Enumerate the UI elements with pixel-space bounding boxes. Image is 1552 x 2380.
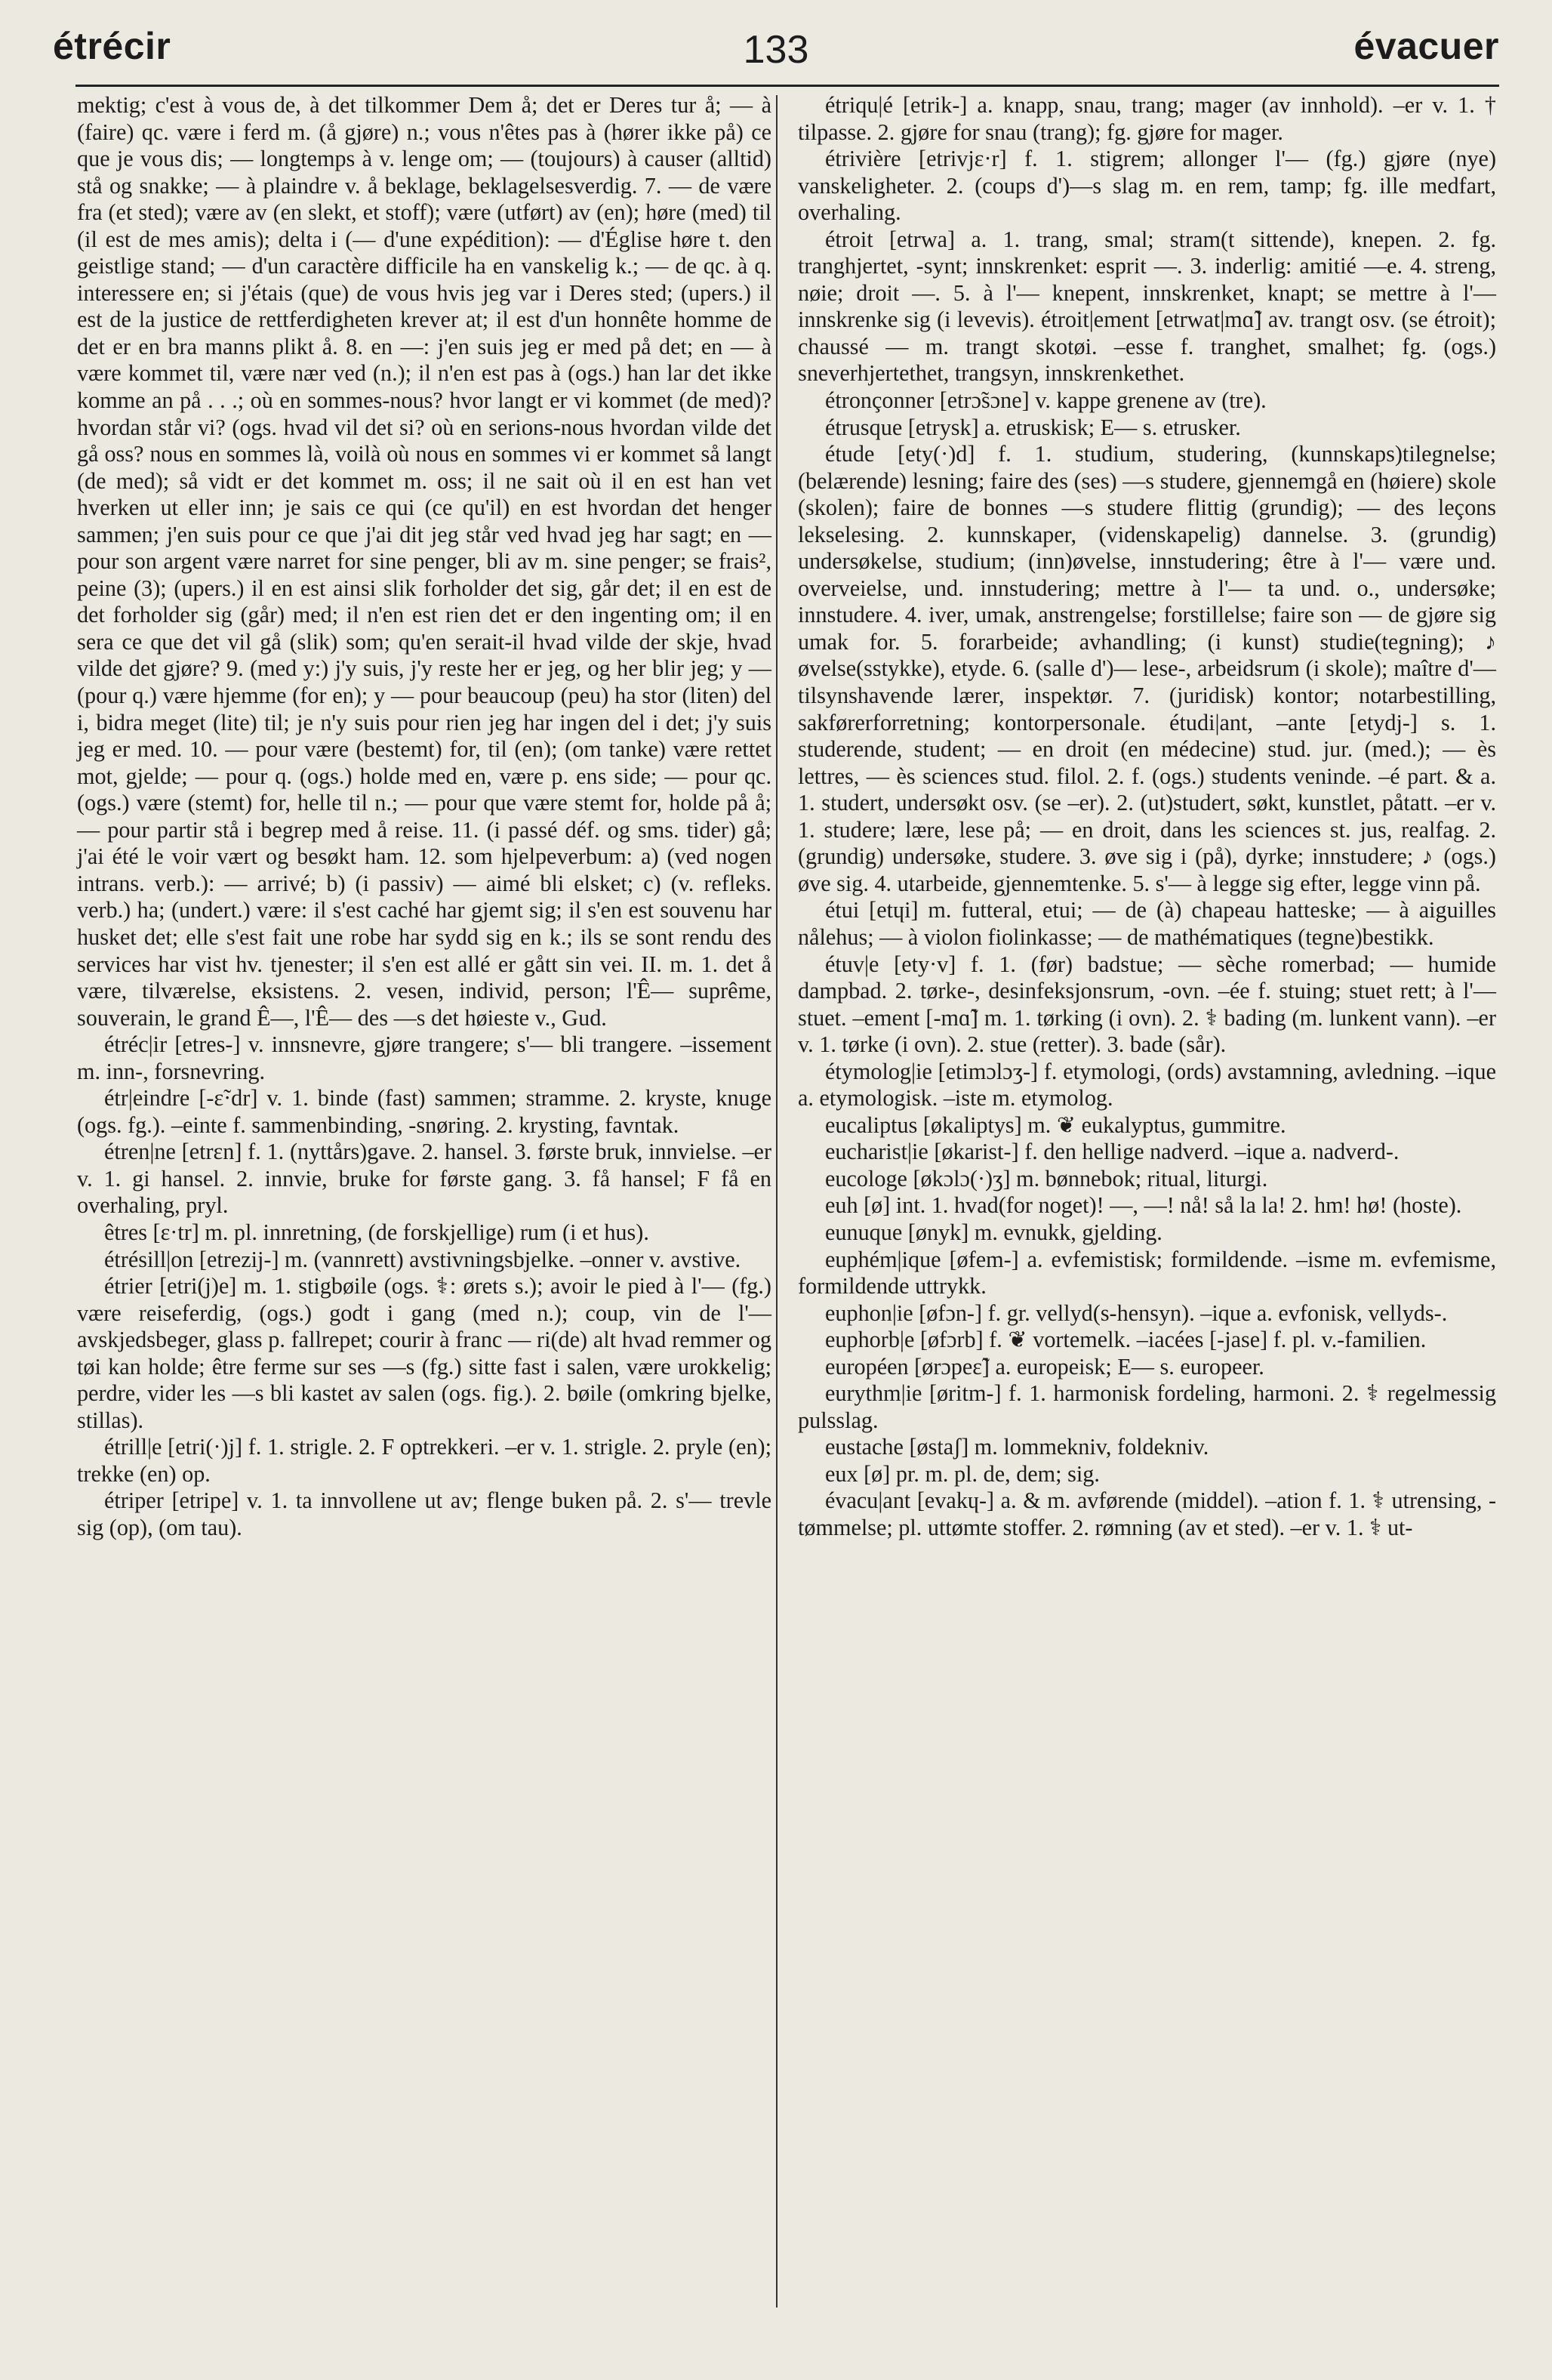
entry-etrecir: étréc|ir [etres-] v. innsnevre, gjøre trangere; s'— bli trangere. –issement m. inn-, forsnevring. bbox=[77, 1031, 771, 1084]
entry-etriviere: étrivière [etrivjɛ·r] f. 1. stigrem; allonger l'— (fg.) gjøre (nye) vanskeligheter. 2. (coups d')—s slag m. en rem, tamp; fg. ille medfart, overhaling. bbox=[798, 146, 1496, 226]
guide-word-left: étrécir bbox=[53, 25, 171, 67]
entry-etreindre: étr|eindre [-ɛ̃·dr] v. 1. binde (fast) sammen; stramme. 2. kryste, knuge (ogs. fg.). –einte f. sammenbinding, -snøring. 2. krysting, favntak. bbox=[77, 1085, 771, 1138]
entry-etrusque: étrusque [etrysk] a. etruskisk; E— s. etrusker. bbox=[825, 414, 1241, 440]
entry-eux: eux [ø] pr. m. pl. de, dem; sig. bbox=[825, 1460, 1100, 1487]
entry-etrique: étriqu|é [etrik-] a. knapp, snau, trang; mager (av innhold). –er v. 1. † tilpasse. 2. gjøre for snau (trang); fg. gjøre for mager. bbox=[798, 92, 1496, 145]
entry-etres: êtres [ɛ·tr] m. pl. innretning, (de forskjellige) rum (i et hus). bbox=[104, 1219, 649, 1245]
entry-eunuque: eunuque [ønyk] m. evnukk, gjelding. bbox=[825, 1219, 1162, 1245]
entry-etre-continued: mektig; c'est à vous de, à det tilkommer Dem å; det er Deres tur å; — à (faire) qc. være i ferd m. (å gjøre) n.; vous n'êtes pas à (hører ikke på) ce que je vous dis; — longtemps à v. lenge om; — (toujours) à causer (alltid) stå og snakke; — à plaindre v. å beklage, beklagelsesverdig. 7. — de være fra (et sted); være av (en slekt, et stoff); være (utført) av (en); høre (med) til (il est de mes amis); delta i (— d'une expédition): — d'Église høre t. den geistlige stand; — d'un caractère difficile ha en vanskelig k.; — de qc. à q. interessere en; si j'étais (que) de vous hvis jeg var i Deres sted; (upers.) il est de la justice de rettferdigheten krever at; il est d'un honnête homme de det er en bra manns plikt å. 8. en —: j'en suis jeg er med på det; en — à være kommet til, være nær ved (n.); il n'en est pas à (ogs.) han lar det ikke komme an på . . .; où en sommes-nous? hvor langt er vi kommet (de med)? hvordan står vi? (ogs. hvad vil det si? où en serions-nous hvordan vilde det gå oss? nous en sommes là, voilà où nous en sommes vi er kommet så langt (de med); så vidt er det kommet m. oss; il ne sait où il en est han vet hverken ut eller inn; je sais ce qui (ce qu'il) en est hvordan det henger sammen; j'en suis pour ce que j'ai dit jeg står ved hvad jeg har sagt; en — pour son argent være narret for sine penger, bli av m. sine penger; se frais², peine (3); (upers.) il en est ainsi slik forholder det sig, går det; il en est de det forholder sig (går) med; il n'en est rien det er den ingenting om; il en sera ce que det vil gå (slik) som; qu'en serait-il hvad vilde der skje, hvad vilde det gjøre? 9. (med y:) j'y suis, j'y reste her er jeg, og her blir jeg; y — (pour q.) være hjemme (for en); y — pour beaucoup (peu) ha stor (liten) del i, bidra meget (lite) til; je n'y suis pour rien jeg har ingen del i det; j'y suis jeg er med. 10. — pour være (bestemt) for, til (en); (om tanke) være rettet mot, gjelde; — pour q. (ogs.) holde med en, være p. ens side; — pour qc. (ogs.) være (stemt) for, helle til n.; — pour que være stemt for, holde på å; — pour partir stå i begrep med å reise. 11. (i passé déf. og sms. tider) gå; j'ai été le voir vært og besøkt ham. 12. som hjelpeverbum: a) (ved nogen intrans. verb.): — arrivé; b) (i passiv) — aimé bli elsket; c) (v. refleks. verb.) ha; (undert.) være: il s'est caché har gjemt sig; il s'en est souvenu har husket det; elle s'est fait une robe har sydd sig en k.; ils se sont rendu des services har vist hv. tjenester; il s'en est allé er gått sin vei. II. m. 1. det å være, tilværelse, eksistens. 2. vesen, individ, person; l'Ê— suprême, souverain, le grand Ê—, l'Ê— des —s det høieste v., Gud. bbox=[77, 92, 771, 1031]
entry-euphonie: euphon|ie [øfɔn-] f. gr. vellyd(s-hensyn). –ique a. evfonisk, vellyds-. bbox=[825, 1299, 1448, 1326]
entry-evacuant: évacu|ant [evakɥ-] a. & m. avførende (middel). –ation f. 1. ⚕ utrensing, -tømmelse; pl. uttømte stoffer. 2. rømning (av et sted). –er v. 1. ⚕ ut- bbox=[798, 1488, 1496, 1540]
page-header bbox=[53, 17, 1499, 77]
entry-etronconner: étronçonner [etrɔ̃sɔne] v. kappe grenene av (tre). bbox=[825, 387, 1267, 414]
entry-etui: étui [etɥi] m. futteral, etui; — de (à) chapeau hatteske; — à aiguilles nålehus; — à violon fiolinkasse; — de mathématiques (tegne)bestikk. bbox=[798, 897, 1496, 950]
entry-etymologie: étymolog|ie [etimɔlɔʒ-] f. etymologi, (ords) avstamning, avledning. –ique a. etymologisk. –iste m. etymolog. bbox=[798, 1058, 1496, 1111]
guide-word-right: évacuer bbox=[1353, 25, 1499, 67]
entry-eucologe: eucologe [økɔlɔ(·)ʒ] m. bønnebok; ritual, liturgi. bbox=[825, 1165, 1268, 1192]
entry-etriper: étriper [etripe] v. 1. ta innvollene ut av; flenge buken på. 2. s'— trevle sig (op), (om tau). bbox=[77, 1488, 771, 1540]
entry-etroit: étroit [etrwa] a. 1. trang, smal; stram(t sittende), knepen. 2. fg. tranghjertet, -synt; innskrenket: esprit —. 3. inderlig: amitié —e. 4. streng, nøie; droit —. 5. à l'— knepent, innskrenket, knapt; se mettre à l'— innskrenke sig (i levevis). étroit|ement [etrwat|mɑ̃] av. trangt osv. (se étroit); chaussé — m. trangt skotøi. –esse f. tranghet, smalhet; fg. (ogs.) sneverhjertethet, trangsyn, innskrenkethet. bbox=[798, 226, 1496, 387]
left-column bbox=[77, 92, 771, 1542]
page-number: 133 bbox=[743, 28, 809, 72]
column-divider bbox=[776, 95, 778, 2308]
header-rule bbox=[75, 85, 1499, 87]
entry-etresillon: étrésill|on [etrezij-] m. (vannrett) avstivningsbjelke. –onner v. avstive. bbox=[104, 1246, 741, 1272]
entry-etrier: étrier [etri(j)e] m. 1. stigbøile (ogs. ⚕: ørets s.); avoir le pied à l'— (fg.) være reiseferdig, (ogs.) godt i gang (med n.); coup, vin de l'— avskjedsbeger, glass p. fallrepet; courir à franc — ri(de) alt hvad remmer og tøi kan holde; être ferme sur ses —s (fg.) sitte fast i salen, være urokkelig; perdre, vider les —s bli kastet av salen (ogs. fig.). 2. bøile (omkring bjelke, stillas). bbox=[77, 1273, 771, 1433]
right-column bbox=[798, 92, 1496, 1542]
entry-euphemique: euphém|ique [øfem-] a. evfemistisk; formildende. –isme m. evfemisme, formildende uttrykk. bbox=[798, 1246, 1496, 1299]
entry-eucharistie: eucharist|ie [økarist-] f. den hellige nadverd. –ique a. nadverd-. bbox=[825, 1139, 1400, 1165]
entry-etuve: étuv|e [ety·v] f. 1. (før) badstue; — sèche romerbad; — humide dampbad. 2. tørke-, desinfeksjonsrum, -ovn. –ée f. stuing; stuet rett; à l'— stuet. –ement [-mɑ̃] m. 1. tørking (i ovn). 2. ⚕ bading (m. lunkent vann). –er v. 1. tørke (i ovn). 2. stue (retter). 3. bade (sår). bbox=[798, 951, 1496, 1058]
entry-etude: étude [ety(·)d] f. 1. studium, studering, (kunnskaps)tilegnelse; (belærende) lesning; faire des (ses) —s studere, gjennemgå en (høiere) skole (skolen); faire de bonnes —s studere flittig (grundig); — des leçons lekselesing. 2. kunnskaper, (videnskapelig) dannelse. 3. (grundig) undersøkelse, studium; (inn)øvelse, innstudering; être à l'— være und. overveielse, und. innstudering; mettre à l'— ta und. o., undersøke; innstudere. 4. iver, umak, anstrengelse; forstillelse; faire son — de gjøre sig umak for. 5. forarbeide; avhandling; (i kunst) studie(tegning); ♪ øvelse(sstykke), etyde. 6. (salle d')— lese-, arbeidsrum (i skole); maître d'— tilsynshavende lærer, inspektør. 7. (juridisk) kontor; notarbestilling, sakførerforretning; kontorpersonale. étudi|ant, –ante [etydj-] s. 1. studerende, student; — en droit (en médecine) stud. jur. (med.); — ès lettres, — ès sciences stud. filol. 2. f. (ogs.) students veninde. –é part. & a. 1. studert, undersøkt osv. (se –er). 2. (ut)studert, søkt, kunstlet, påtatt. –er v. 1. studere; lære, lese på; — en droit, dans les sciences st. jus, realfag. 2. (grundig) undersøke, studere. 3. øve sig i (på), dyrke; innstudere; ♪ (ogs.) øve sig. 4. utarbeide, gjennemtenke. 5. s'— à legge sig efter, legge vinn på. bbox=[798, 441, 1496, 896]
entry-etrenne: étren|ne [etrɛn] f. 1. (nyttårs)gave. 2. hansel. 3. første bruk, innvielse. –er v. 1. gi hansel. 2. innvie, bruke for første gang. 3. få hansel; F få en overhaling, pryl. bbox=[77, 1139, 771, 1219]
entry-eucaliptus: eucaliptus [økaliptys] m. ❦ eukalyptus, gummitre. bbox=[825, 1111, 1286, 1138]
entry-europeen: européen [ørɔpeɛ̃] a. europeisk; E— s. europeer. bbox=[825, 1353, 1264, 1380]
entry-euphorbe: euphorb|e [øfɔrb] f. ❦ vortemelk. –iacées [-jase] f. pl. v.-familien. bbox=[825, 1327, 1427, 1353]
entry-eustache: eustache [østaʃ] m. lommekniv, foldekniv. bbox=[825, 1434, 1209, 1460]
entry-euh: euh [ø] int. 1. hvad(for noget)! —, —! nå! så la la! 2. hm! hø! (hoste). bbox=[825, 1192, 1462, 1219]
entry-etrille: étrill|e [etri(·)j] f. 1. strigle. 2. F optrekkeri. –er v. 1. strigle. 2. pryle (en); trekke (en) op. bbox=[77, 1434, 771, 1487]
entry-eurythmie: eurythm|ie [øritm-] f. 1. harmonisk fordeling, harmoni. 2. ⚕ regelmessig pulsslag. bbox=[798, 1380, 1496, 1433]
